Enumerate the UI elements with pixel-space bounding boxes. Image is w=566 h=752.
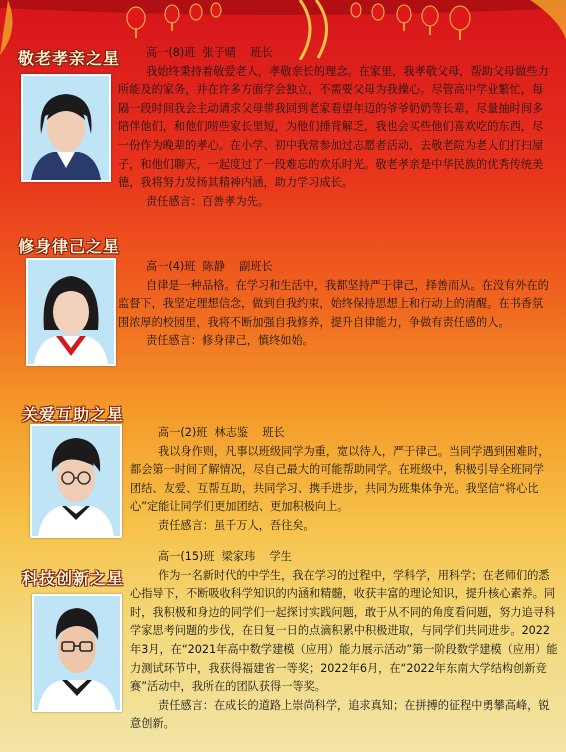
section-motto: 责任感言：在成长的道路上崇尚科学，追求真知；在拼搏的征程中勇攀高峰，锐意创新。 [130,698,550,731]
student-name: 陈静 [202,260,225,273]
section-title: 修身律己之星 [18,237,121,256]
student-photo [32,594,122,712]
section-motto: 责任感言：虽千万人，吾往矣。 [158,518,315,532]
section-text [130,548,558,734]
student-role: 副班长 [239,260,273,273]
section-title: 关爱互助之星 [22,405,125,424]
section-body: 自律是一种品格。在学习和生活中，我都坚持严于律己，择善而从。在没有外在的监督下，我坚定理想信念，做到自我约束，始终保持思想上和行动上的清醒。在书香氛围浓厚的校园里，我将不断加强自我修养，提升自律能力，争做有责任感的人。 [118,278,549,329]
student-name: 张子晴 [202,46,237,59]
section-body: 作为一名新时代的中学生，我在学习的过程中，学科学，用科学；在老师们的悉心指导下，不断吸收科学知识的内涵和精髓，收获丰富的理论知识，提升核心素养。同时，我积极和身边的同学们一起探讨实践问题，敢于从不同的角度看问题，努力追寻科学家思考问题的步伐，在日复一日的点滴积累中积极进取，与同学们共同进步。2022年3月，在“2021年高中数学建模（应用）能力展示活动”第一阶段数学建模（应用）能力测试环节中，我获得福建省一等奖；2022年6月，在“2022年东南大学结构创新竞赛”活动中，我所在的团队获得一等奖。 [130,568,558,694]
student-photo [21,74,111,182]
student-role: 学生 [269,550,292,563]
student-name: 梁家玮 [221,550,256,563]
class-label: 高一(15)班 [158,550,215,563]
section-text [118,44,552,211]
student-role: 班长 [250,46,273,59]
student-photo [30,424,122,538]
section-body: 我以身作则，凡事以班级同学为重，宽以待人，严于律己。当同学遇到困难时，都会第一时间了解情况，尽自己最大的可能帮助同学。在班级中，积极引导全班同学团结、友爱、互帮互助，共同学习、携手进步，共同为班集体争光。我坚信“将心比心”定能让同学们更加团结、更加积极向上。 [130,444,550,514]
student-header [118,44,552,63]
section-motto: 责任感言：百善孝为先。 [146,194,270,208]
section-body: 我始终秉持着敬爱老人，孝敬亲长的理念。在家里，我孝敬父母，帮助父母做些力所能及的家务，并在许多方面学会独立，不需要父母为我操心。尽管高中学业繁忙，每隔一段时间我会主动请求父母带我回到老家看望年迈的爷爷奶奶等长辈，尽量抽时间多陪伴他们，和他们唠些家长里短，为他们捶背解乏，我也会买些他们喜欢吃的东西，尽一份作为晚辈的孝心。在小学、初中我常参加过志愿者活动，去敬老院为老人们打扫屋子，和他们聊天，一起度过了一段难忘的欢乐时光。敬老孝亲是中华民族的优秀传统美德，我将努力发扬其精神内涵，助力学习成长。 [118,64,549,190]
class-label: 高一(8)班 [146,46,196,59]
student-header [118,258,552,277]
student-role: 班长 [262,426,285,439]
class-label: 高一(4)班 [146,260,196,273]
student-header [130,424,554,443]
student-photo [26,258,116,366]
section-title: 敬老孝亲之星 [18,49,121,68]
section-text [118,258,552,351]
section-text [130,424,554,536]
section-motto: 责任感言：修身律己，慎终如始。 [146,334,314,348]
class-label: 高一(2)班 [158,426,208,439]
student-name: 林志鉴 [214,426,249,439]
section-title: 科技创新之星 [22,569,125,588]
student-header [130,548,558,567]
